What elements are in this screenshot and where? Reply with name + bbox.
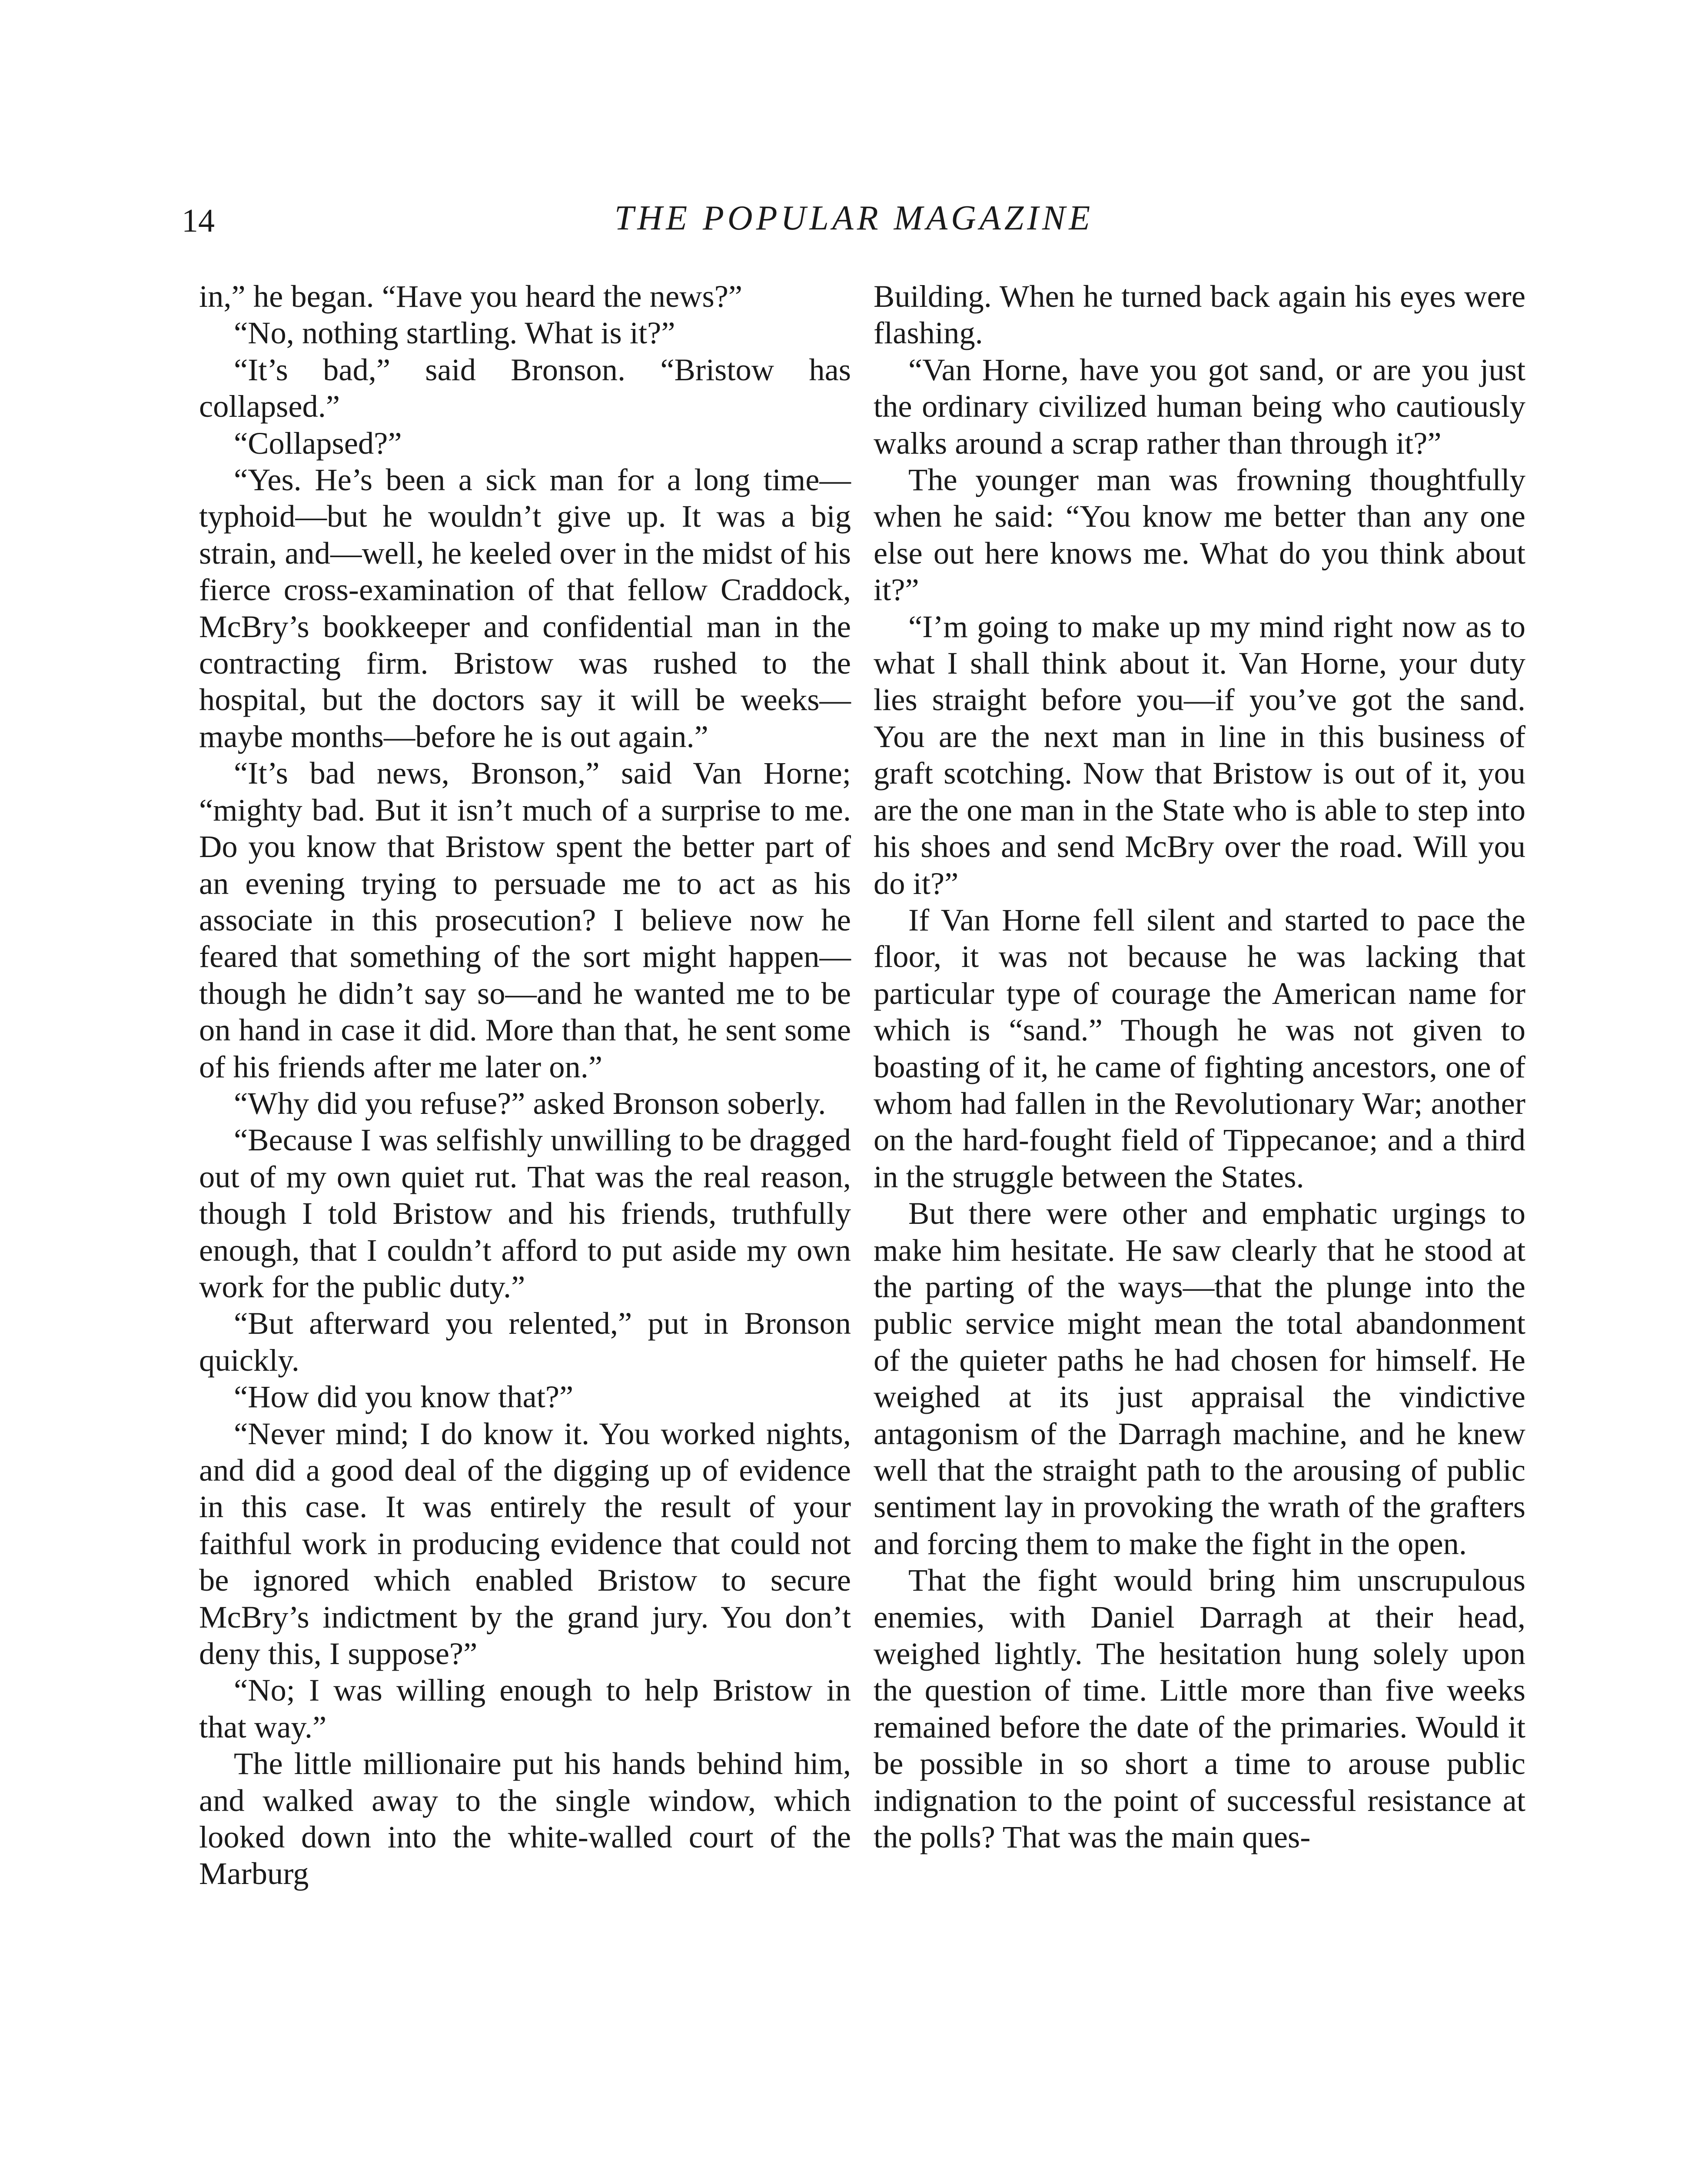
paragraph: But there were other and emphatic urgings to make him hesitate. He saw clearly that he stood at the parting of the ways—that the plunge into the public service might mean the total abandonment of the quieter paths he had chosen for himself. He weighed at its just appraisal the vindictive antagonism of the Darragh machine, and he knew well that the straight path to the arousing of public sentiment lay in provoking the wrath of the grafters and forcing them to make the fight in the open.: [874, 1196, 1525, 1561]
running-head: THE POPULAR MAGAZINE: [614, 199, 1094, 237]
paragraph: That the fight would bring him unscrupulous enemies, with Daniel Darragh at their head, weighed lightly. The hesitation hung solely upon the question of time. Little more than five weeks remained before the date of the primaries. Would it be possible in so short a time to arouse public indignation to the point of successful resistance at the polls? That was the main ques-: [874, 1562, 1525, 1855]
paragraph: If Van Horne fell silent and started to pace the floor, it was not because he was lacking that particular type of courage the American name for which is “sand.” Though he was not given to boasting of it, he came of fighting ancestors, one of whom had fallen in the Revolutionary War; another on the hard-fought field of Tippecanoe; and a third in the struggle between the States.: [874, 902, 1525, 1194]
paragraph: “Van Horne, have you got sand, or are you just the ordinary civilized human being who cautiously walks around a scrap rather than through it?”: [874, 352, 1525, 461]
paragraph: “It’s bad,” said Bronson. “Bristow has collapsed.”: [199, 352, 851, 424]
paragraph: in,” he began. “Have you heard the news?”: [199, 279, 743, 314]
page-number: 14: [182, 203, 215, 239]
paragraph: “No; I was willing enough to help Bristow in that way.”: [199, 1672, 851, 1744]
paragraph: “How did you know that?”: [234, 1379, 574, 1415]
paragraph: “Collapsed?”: [234, 425, 402, 461]
paragraph: “Why did you refuse?” asked Bronson soberly.: [234, 1085, 826, 1121]
paragraph: “I’m going to make up my mind right now as to what I shall think about it. Van Horne, your duty lies straight before you—if you’ve got the sand. You are the next man in line in this business of graft scotching. Now that Bristow is out of it, you are the one man in the State who is able to step into his shoes and send McBry over the road. Will you do it?”: [874, 608, 1525, 901]
paragraph: “No, nothing startling. What is it?”: [234, 315, 675, 351]
paragraph: “Because I was selfishly unwilling to be dragged out of my own quiet rut. That was the real reason, though I told Bristow and his friends, truthfully enough, that I couldn’t afford to put aside my own work for the public duty.”: [199, 1122, 851, 1304]
paragraph: “But afterward you relented,” put in Bronson quickly.: [199, 1306, 851, 1378]
paragraph: The little millionaire put his hands behind him, and walked away to the single window, which looked down into the white-walled court of the Marburg: [199, 1746, 851, 1891]
right-column: [874, 278, 1525, 1855]
paragraph: “It’s bad news, Bronson,” said Van Horne; “mighty bad. But it isn’t much of a surprise to me. Do you know that Bristow spent the better part of an evening trying to persuade me to act as his associate in this prosecution? I believe now he feared that something of the sort might happen—though he didn’t say so—and he wanted me to be on hand in case it did. More than that, he sent some of his friends after me later on.”: [199, 755, 851, 1084]
paragraph: Building. When he turned back again his eyes were flashing.: [874, 279, 1525, 351]
paragraph: “Yes. He’s been a sick man for a long time—typhoid—but he wouldn’t give up. It was a big strain, and—well, he keeled over in the midst of his fierce cross-examination of that fellow Craddock, McBry’s bookkeeper and confidential man in the contracting firm. Bristow was rushed to the hospital, but the doctors say it will be weeks—maybe months—before he is out again.”: [199, 462, 851, 754]
paragraph: The younger man was frowning thoughtfully when he said: “You know me better than any one else out here knows me. What do you think about it?”: [874, 462, 1525, 608]
left-column: [199, 278, 851, 1892]
paragraph: “Never mind; I do know it. You worked nights, and did a good deal of the digging up of evidence in this case. It was entirely the result of your faithful work in producing evidence that could not be ignored which enabled Bristow to secure McBry’s indictment by the grand jury. You don’t deny this, I suppose?”: [199, 1415, 851, 1671]
